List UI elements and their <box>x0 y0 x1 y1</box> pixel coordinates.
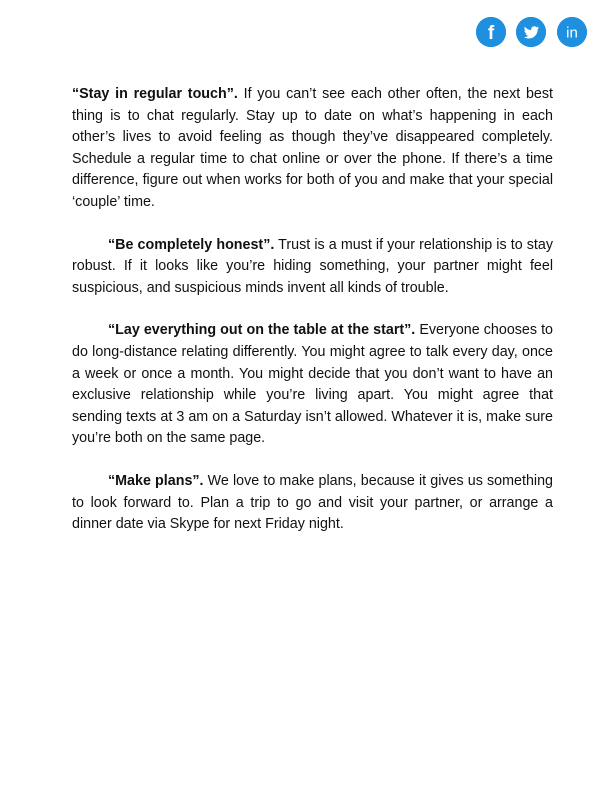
paragraph-body: We love to make plans, because it gives us something to look forward to. Plan a trip to go and visit your partner, or arrange a dinner date via Skype for next Friday night. <box>72 472 553 533</box>
facebook-share-button[interactable] <box>476 17 506 47</box>
paragraph-lead: “Lay everything out on the table at the start”. <box>108 322 416 339</box>
paragraph-lay-everything-out <box>72 320 553 450</box>
paragraph-body: If you can’t see each other often, the next best thing is to chat regularly. Stay up to date on what’s happening in each other’s lives to avoid feeling as though they’ve disappeared completely. Schedule a regular time to chat online or over the phone. If there’s a time difference, figure out when works for both of you and make that your special ‘couple’ time. <box>72 86 553 210</box>
paragraph-lead: “Make plans”. <box>108 472 204 489</box>
paragraph-lead: “Be completely honest”. <box>108 236 275 253</box>
linkedin-icon <box>557 17 587 47</box>
facebook-icon-letter: f <box>487 23 495 44</box>
linkedin-icon-letters: in <box>566 24 578 42</box>
paragraph-stay-in-touch <box>72 84 553 214</box>
paragraph-body: Trust is a must if your relationship is to stay robust. If it looks like you’re hiding something, your partner might feel suspicious, and suspicious minds invent all kinds of trouble. <box>72 236 553 296</box>
paragraph-make-plans <box>72 471 553 536</box>
linkedin-share-button[interactable] <box>557 17 587 47</box>
social-share-bar <box>476 17 588 49</box>
twitter-bird-icon <box>516 17 546 47</box>
paragraph-body: Everyone chooses to do long-distance relating differently. You might agree to talk every day, once a week or once a month. You might decide that you don’t want to have an exclusive relationship while you’re living apart. You might agree that sending texts at 3 am on a Saturday isn’t allowed. Whatever it is, make sure you’re both on the same page. <box>72 322 553 447</box>
paragraph-lead: “Stay in regular touch”. <box>72 86 238 102</box>
paragraph-be-honest <box>72 235 553 300</box>
twitter-share-button[interactable] <box>516 17 546 47</box>
facebook-icon <box>476 17 506 47</box>
article-body <box>72 84 553 557</box>
